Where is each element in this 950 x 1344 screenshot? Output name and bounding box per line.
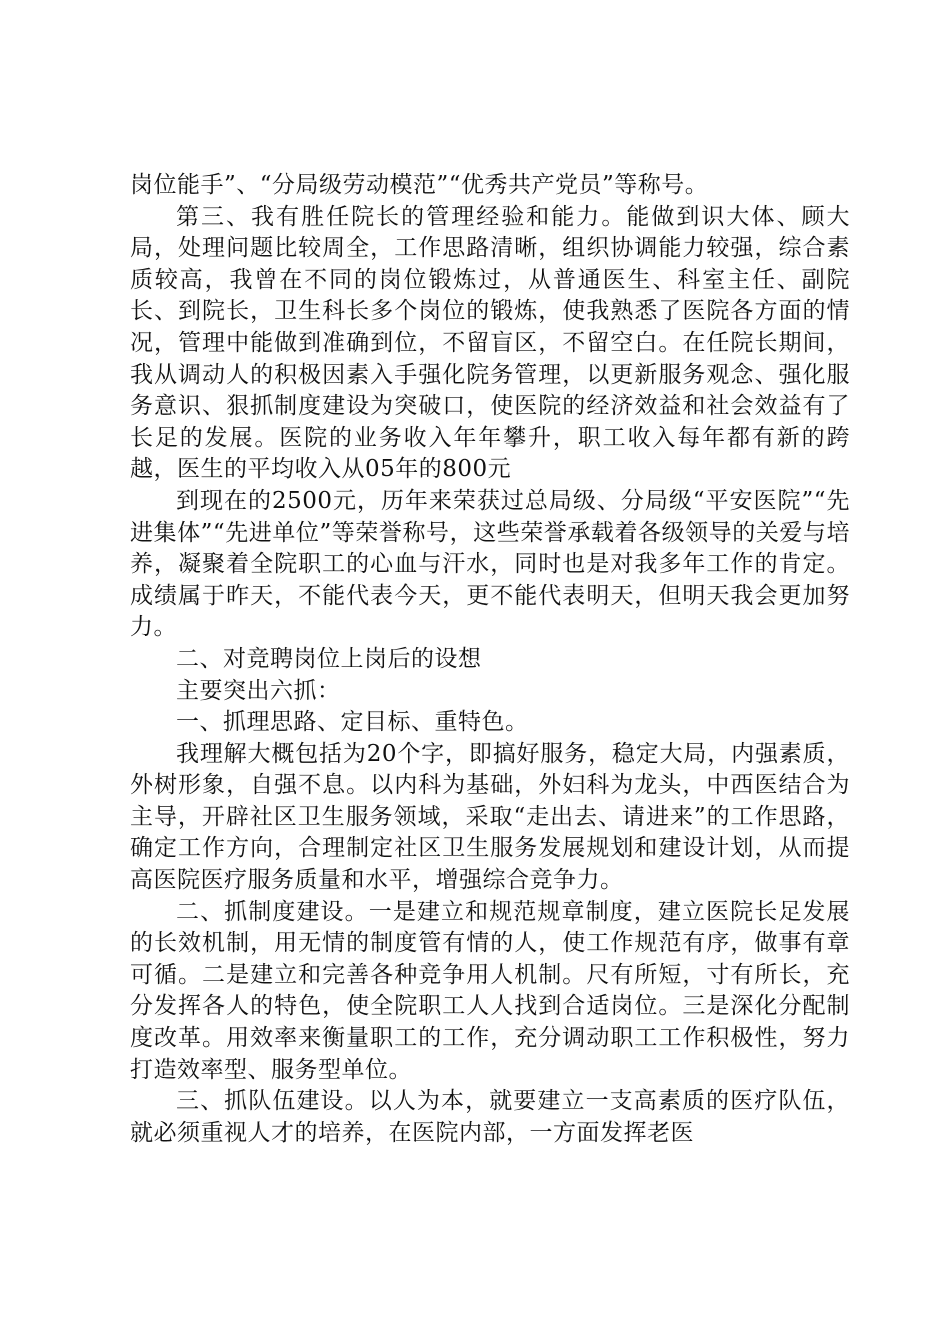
section-heading-2: 二、对竞聘岗位上岗后的设想 [176,645,482,672]
paragraph-1: 岗位能手”、“分局级劳动模范”“优秀共产党员”等称号。 [130,172,709,198]
paragraph-9: 三、抓队伍建设。以人为本，就要建立一支高素质的医疗队伍，就必须重视人才的培养，在医院内部，一方面发挥老医 [130,1088,850,1146]
paragraph-8: 二、抓制度建设。一是建立和规范规章制度，建立医院长足发展的长效机制，用无情的制度管有情的人，使工作规范有序，做事有章可循。二是建立和完善各种竞争用人机制。尺有所短，寸有所长，充分发挥各人的特色，使全院职工人人找到合适岗位。三是深化分配制度改革。用效率来衡量职工的工作，充分调动职工工作积极性，努力打造效率型、服务型单位。 [130,898,850,1083]
paragraph-2: 第三、我有胜任院长的管理经验和能力。能做到识大体、顾大局，处理问题比较周全，工作思路清晰，组织协调能力较强，综合素质较高，我曾在不同的岗位锻炼过，从普通医生、科室主任、副院长、到院长，卫生科长多个岗位的锻炼，使我熟悉了医院各方面的情况，管理中能做到准确到位，不留盲区，不留空白。在任院长期间，我从调动人的积极因素入手强化院务管理，以更新服务观念、强化服务意识、狠抓制度建设为突破口，使医院的经济效益和社会效益有了长足的发展。医院的业务收入年年攀升，职工收入每年都有新的跨越，医生的平均收入从05年的800元 [130,203,850,483]
paragraph-3: 到现在的2500元，历年来荣获过总局级、分局级“平安医院”“先进集体”“先进单位”等荣誉称号，这些荣誉承载着各级领导的关爱与培养，凝聚着全院职工的心血与汗水，同时也是对我多年工作的肯定。成绩属于昨天，不能代表今天，更不能代表明天，但明天我会更加努力。 [130,487,850,641]
paragraph-7: 我理解大概包括为20个字，即搞好服务，稳定大局，内强素质，外树形象，自强不息。以内科为基础，外妇科为龙头，中西医结合为主导，开辟社区卫生服务领域，采取“走出去、请进来”的工作思路，确定工作方向，合理制定社区卫生服务发展规划和建设计划，从而提高医院医疗服务质量和水平，增强综合竞争力。 [130,740,850,894]
paragraph-5: 主要突出六抓： [176,677,341,704]
document-page [130,170,850,1149]
subheading-1: 一、抓理思路、定目标、重特色。 [176,709,529,736]
